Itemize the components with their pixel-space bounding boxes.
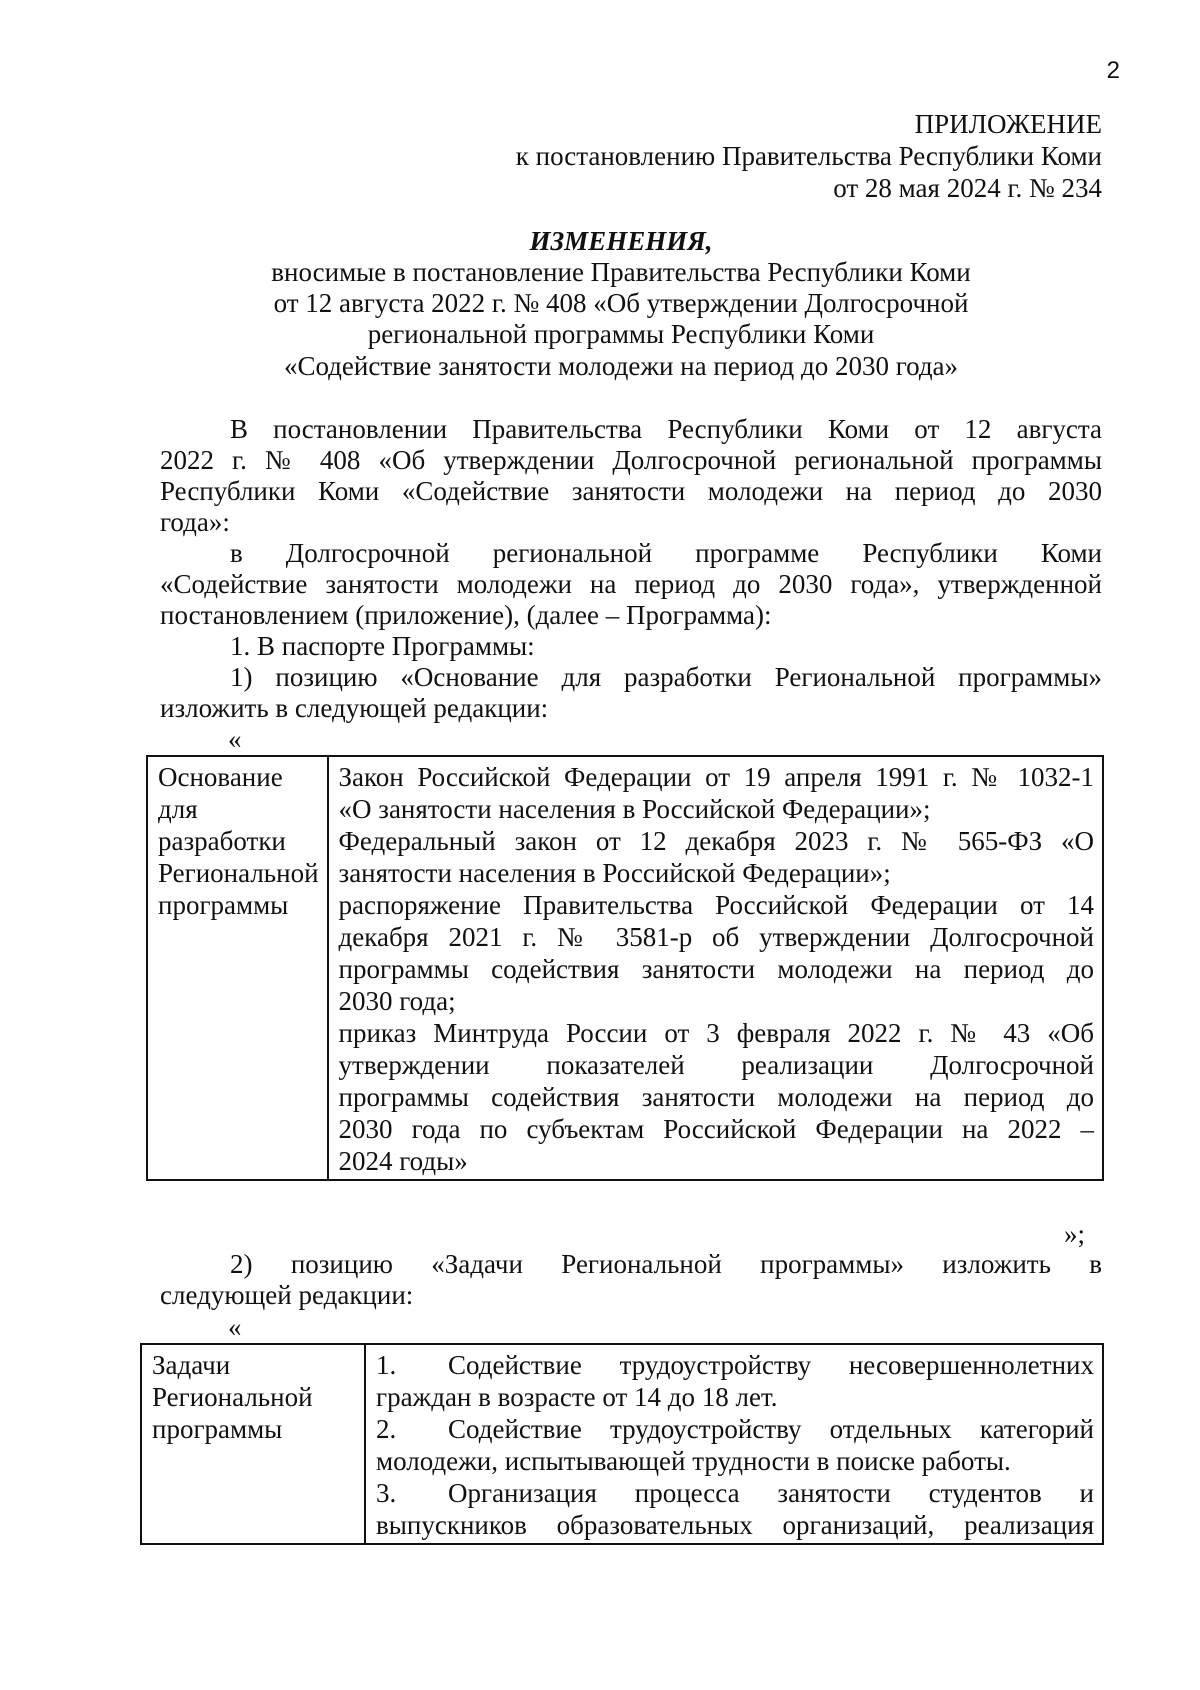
- tasks-label-line: Региональной: [152, 1382, 313, 1412]
- task-text: Организация процесса занятости студентов и: [448, 1478, 1094, 1508]
- basis-table-row: [147, 756, 1103, 1180]
- intro-line-2: 2022 г. № 408 «Об утверждении Долгосрочной региональной программы: [160, 445, 1102, 475]
- appendix-resolution-line: к постановлению Правительства Республики Коми: [515, 141, 1102, 171]
- basis-content-line: Закон Российской Федерации от 19 апреля 1991 г. № 1032-1: [338, 762, 1094, 792]
- tasks-label-line: Задачи: [152, 1350, 231, 1380]
- basis-content-line: декабря 2021 г. № 3581-р об утверждении Долгосрочной: [338, 922, 1094, 952]
- tasks-table-row: [141, 1344, 1103, 1544]
- basis-content-line: 2030 года;: [338, 986, 456, 1016]
- basis-content-line: распоряжение Правительства Российской Федерации от 14: [338, 890, 1094, 920]
- heading-line-2: от 12 августа 2022 г. № 408 «Об утверждении Долгосрочной: [273, 288, 969, 318]
- item-1-1-line-1: 1) позицию «Основание для разработки Региональной программы»: [230, 662, 1102, 692]
- heading-line-3: региональной программы Республики Коми: [367, 319, 875, 349]
- task-item-line: [376, 1477, 1094, 1509]
- task-item-continuation: молодежи, испытывающей трудности в поиске работы.: [376, 1446, 1011, 1476]
- open-quote-1: «: [228, 724, 242, 754]
- task-number: 2.: [376, 1414, 397, 1444]
- task-text: Содействие трудоустройству несовершеннолетних: [448, 1350, 1094, 1380]
- appendix-title: ПРИЛОЖЕНИЕ: [914, 109, 1102, 139]
- basis-content-line: программы содействия занятости молодежи на период до: [338, 954, 1094, 984]
- basis-content-line: 2024 годы»: [338, 1146, 468, 1176]
- tasks-label-line: программы: [152, 1414, 283, 1444]
- task-number: 3.: [376, 1478, 397, 1508]
- intro-line-3: Республики Коми «Содействие занятости молодежи на период до 2030: [160, 476, 1102, 506]
- document-heading: ИЗМЕНЕНИЯ,: [529, 226, 713, 256]
- basis-label-line: для: [158, 794, 198, 824]
- task-text: Содействие трудоустройству отдельных категорий: [448, 1414, 1094, 1444]
- basis-label-line: разработки: [158, 826, 286, 856]
- program-line-3: постановлением (приложение), (далее – Программа):: [160, 600, 772, 630]
- page-number: 2: [1106, 57, 1120, 84]
- basis-content-line: программы содействия занятости молодежи на период до: [338, 1082, 1094, 1112]
- basis-content-cell: [328, 756, 1103, 1180]
- basis-content-line: занятости населения в Российской Федерации»;: [338, 858, 891, 888]
- intro-line-1: В постановлении Правительства Республики Коми от 12 августа: [230, 414, 1102, 444]
- appendix-date-line: от 28 мая 2024 г. № 234: [833, 173, 1102, 203]
- task-number: 1.: [376, 1350, 397, 1380]
- item-1-2-line-2: следующей редакции:: [160, 1280, 414, 1310]
- basis-content-line: 2030 года по субъектам Российской Федерации на 2022 –: [338, 1114, 1094, 1144]
- basis-content-line: Федеральный закон от 12 декабря 2023 г. № 565-ФЗ «О: [338, 826, 1094, 856]
- basis-content-line: «О занятости населения в Российской Федерации»;: [338, 794, 931, 824]
- program-line-1: в Долгосрочной региональной программе Республики Коми: [230, 538, 1102, 568]
- tasks-table: [140, 1343, 1104, 1545]
- heading-line-4: «Содействие занятости молодежи на период до 2030 года»: [283, 351, 959, 381]
- basis-content-line: приказ Минтруда России от 3 февраля 2022 г. № 43 «Об: [338, 1018, 1094, 1048]
- task-item-continuation: граждан в возрасте от 14 до 18 лет.: [376, 1382, 778, 1412]
- item-1: 1. В паспорте Программы:: [230, 631, 535, 661]
- basis-label-line: Региональной: [158, 858, 319, 888]
- basis-content-line: утверждении показателей реализации Долгосрочной: [338, 1050, 1094, 1080]
- close-quote: »;: [1063, 1219, 1085, 1249]
- task-item-line: [376, 1349, 1094, 1381]
- basis-label-line: Основание: [158, 762, 283, 792]
- item-1-2-line-1: 2) позицию «Задачи Региональной программы» изложить в: [230, 1249, 1102, 1279]
- basis-table: [146, 755, 1104, 1181]
- tasks-label-cell: [141, 1344, 365, 1544]
- basis-label-line: программы: [158, 890, 289, 920]
- task-item-line: [376, 1413, 1094, 1445]
- task-item-continuation: выпускников образовательных организаций, реализация: [376, 1510, 1094, 1540]
- heading-line-1: вносимые в постановление Правительства Республики Коми: [271, 257, 971, 287]
- basis-label-cell: [147, 756, 328, 1180]
- open-quote-2: «: [228, 1312, 242, 1342]
- program-line-2: «Содействие занятости молодежи на период до 2030 года», утвержденной: [160, 569, 1102, 599]
- item-1-1-line-2: изложить в следующей редакции:: [160, 693, 549, 723]
- tasks-content-cell: [365, 1344, 1103, 1544]
- intro-line-4: года»:: [160, 507, 230, 537]
